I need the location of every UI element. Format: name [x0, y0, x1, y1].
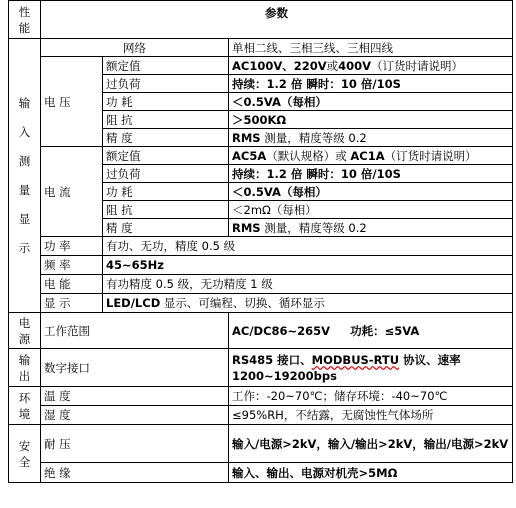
row-frequency — [9, 256, 513, 275]
voltage-rated-value — [229, 57, 513, 75]
current-impedance-name: 阻 抗 — [103, 201, 229, 219]
voltage-consumption-name: 功 耗 — [103, 93, 229, 111]
voltage-rated-value-b: 或 — [326, 58, 339, 73]
spec-table — [8, 0, 513, 483]
voltage-rated-value-c: 400V — [338, 58, 372, 73]
network-value: 单相二线、三相三线、三相四线 — [229, 39, 513, 57]
frequency-label: 频 率 — [41, 256, 103, 275]
power-label: 功 率 — [41, 237, 103, 256]
current-rated-value-d: （订货时请说明） — [384, 148, 477, 163]
current-rated-value-b: （默认规格）或 — [266, 148, 351, 163]
current-accuracy-value-a: RMS — [232, 220, 261, 235]
environment-category-line1: 环 — [18, 390, 31, 405]
energy-label: 电 能 — [41, 275, 103, 294]
output-label: 数字接口 — [41, 349, 229, 387]
input-category-char-3: 测 — [18, 153, 31, 168]
voltage-accuracy-value-a: RMS — [232, 130, 261, 145]
power-supply-category-line1: 电 — [18, 315, 31, 330]
voltage-rated-value-d: （订货时请说明） — [371, 58, 464, 73]
voltage-consumption-value: ＜0.5VA（每相） — [229, 93, 513, 111]
row-display — [9, 294, 513, 313]
safety-category-line2: 全 — [18, 454, 31, 469]
voltage-label: 电 压 — [41, 57, 103, 147]
output-category — [9, 349, 41, 387]
current-impedance-value: ＜2mΩ（每相） — [229, 201, 513, 219]
display-value — [103, 294, 513, 313]
output-value-line2: 1200~19200bps — [232, 368, 337, 383]
frequency-value: 45~65Hz — [103, 256, 513, 275]
row-withstand — [9, 425, 513, 463]
row-insulation — [9, 463, 513, 483]
output-value-b: MODBUS-RTU — [311, 352, 400, 367]
input-category — [9, 39, 41, 313]
row-network — [9, 39, 513, 57]
safety-category-line1: 安 — [18, 438, 31, 453]
power-supply-label: 工作范围 — [41, 313, 229, 349]
network-label: 网络 — [41, 39, 229, 57]
power-supply-category-line2: 源 — [18, 331, 31, 346]
current-consumption-value: ＜0.5VA（每相） — [229, 183, 513, 201]
power-value: 有功、无功，精度 0.5 级 — [103, 237, 513, 256]
input-category-char-4: 量 — [18, 182, 31, 197]
voltage-rated-value-a: AC100V、220V — [232, 58, 327, 73]
current-rated-value-c: AC1A — [350, 148, 385, 163]
power-supply-value-a: AC/DC86~265V — [232, 323, 331, 338]
current-consumption-name: 功 耗 — [103, 183, 229, 201]
row-current-rated — [9, 147, 513, 165]
display-value-a: LED/LCD — [106, 296, 161, 310]
current-accuracy-name: 精 度 — [103, 219, 229, 237]
energy-value: 有功精度 0.5 级，无功精度 1 级 — [103, 275, 513, 294]
humidity-value: ≤95%RH，不结露，无腐蚀性气体场所 — [229, 406, 513, 425]
row-temperature — [9, 387, 513, 406]
voltage-accuracy-value — [229, 129, 513, 147]
output-value-c: 协议、速率 — [399, 352, 461, 367]
spec-table-container — [8, 0, 512, 504]
voltage-accuracy-value-b: 测量，精度等级 0.2 — [260, 130, 367, 145]
voltage-overload-value: 持续：1.2 倍 瞬时：10 倍/10S — [229, 75, 513, 93]
display-value-b: 显示、可编程、切换、循环显示 — [160, 296, 325, 310]
row-power — [9, 237, 513, 256]
environment-category — [9, 387, 41, 425]
environment-category-line2: 境 — [18, 406, 31, 421]
current-overload-name: 过负荷 — [103, 165, 229, 183]
output-value — [229, 349, 513, 387]
current-rated-name: 额定值 — [103, 147, 229, 165]
voltage-overload-name: 过负荷 — [103, 75, 229, 93]
current-label: 电 流 — [41, 147, 103, 237]
header-category-line2: 能 — [18, 20, 31, 35]
voltage-accuracy-name: 精 度 — [103, 129, 229, 147]
power-supply-value — [229, 313, 513, 349]
row-power-supply — [9, 313, 513, 349]
header-category-line1: 性 — [18, 4, 31, 19]
row-humidity — [9, 406, 513, 425]
temperature-label: 温 度 — [41, 387, 229, 406]
output-value-a: RS485 接口、 — [232, 352, 312, 367]
humidity-label: 湿 度 — [41, 406, 229, 425]
current-overload-value: 持续：1.2 倍 瞬时：10 倍/10S — [229, 165, 513, 183]
current-accuracy-value — [229, 219, 513, 237]
temperature-value: 工作：-20~70℃；储存环境：-40~70℃ — [229, 387, 513, 406]
power-supply-category — [9, 313, 41, 349]
safety-category — [9, 425, 41, 483]
voltage-impedance-name: 阻 抗 — [103, 111, 229, 129]
insulation-label: 绝 缘 — [41, 463, 229, 483]
header-row — [9, 1, 513, 39]
current-rated-value — [229, 147, 513, 165]
output-category-line1: 输 — [18, 352, 31, 367]
row-voltage-rated — [9, 57, 513, 75]
row-output — [9, 349, 513, 387]
withstand-value: 输入/电源>2kV，输入/输出>2kV，输出/电源>2kV — [229, 425, 513, 463]
current-rated-value-a: AC5A — [232, 148, 267, 163]
row-energy — [9, 275, 513, 294]
input-category-char-5: 显 — [18, 211, 31, 226]
voltage-impedance-value: ＞500KΩ — [229, 111, 513, 129]
input-category-char-2: 入 — [18, 124, 31, 139]
insulation-value: 输入、输出、电源对机壳>5MΩ — [229, 463, 513, 483]
voltage-rated-name: 额定值 — [103, 57, 229, 75]
header-category-cell — [9, 1, 41, 39]
input-category-char-1: 输 — [18, 95, 31, 110]
current-accuracy-value-b: 测量，精度等级 0.2 — [260, 220, 367, 235]
withstand-label: 耐 压 — [41, 425, 229, 463]
power-supply-value-b: 功耗：≤5VA — [330, 323, 420, 338]
display-label: 显 示 — [41, 294, 103, 313]
header-params: 参数 — [41, 1, 513, 39]
input-category-char-6: 示 — [18, 240, 31, 255]
output-category-line2: 出 — [18, 368, 31, 383]
